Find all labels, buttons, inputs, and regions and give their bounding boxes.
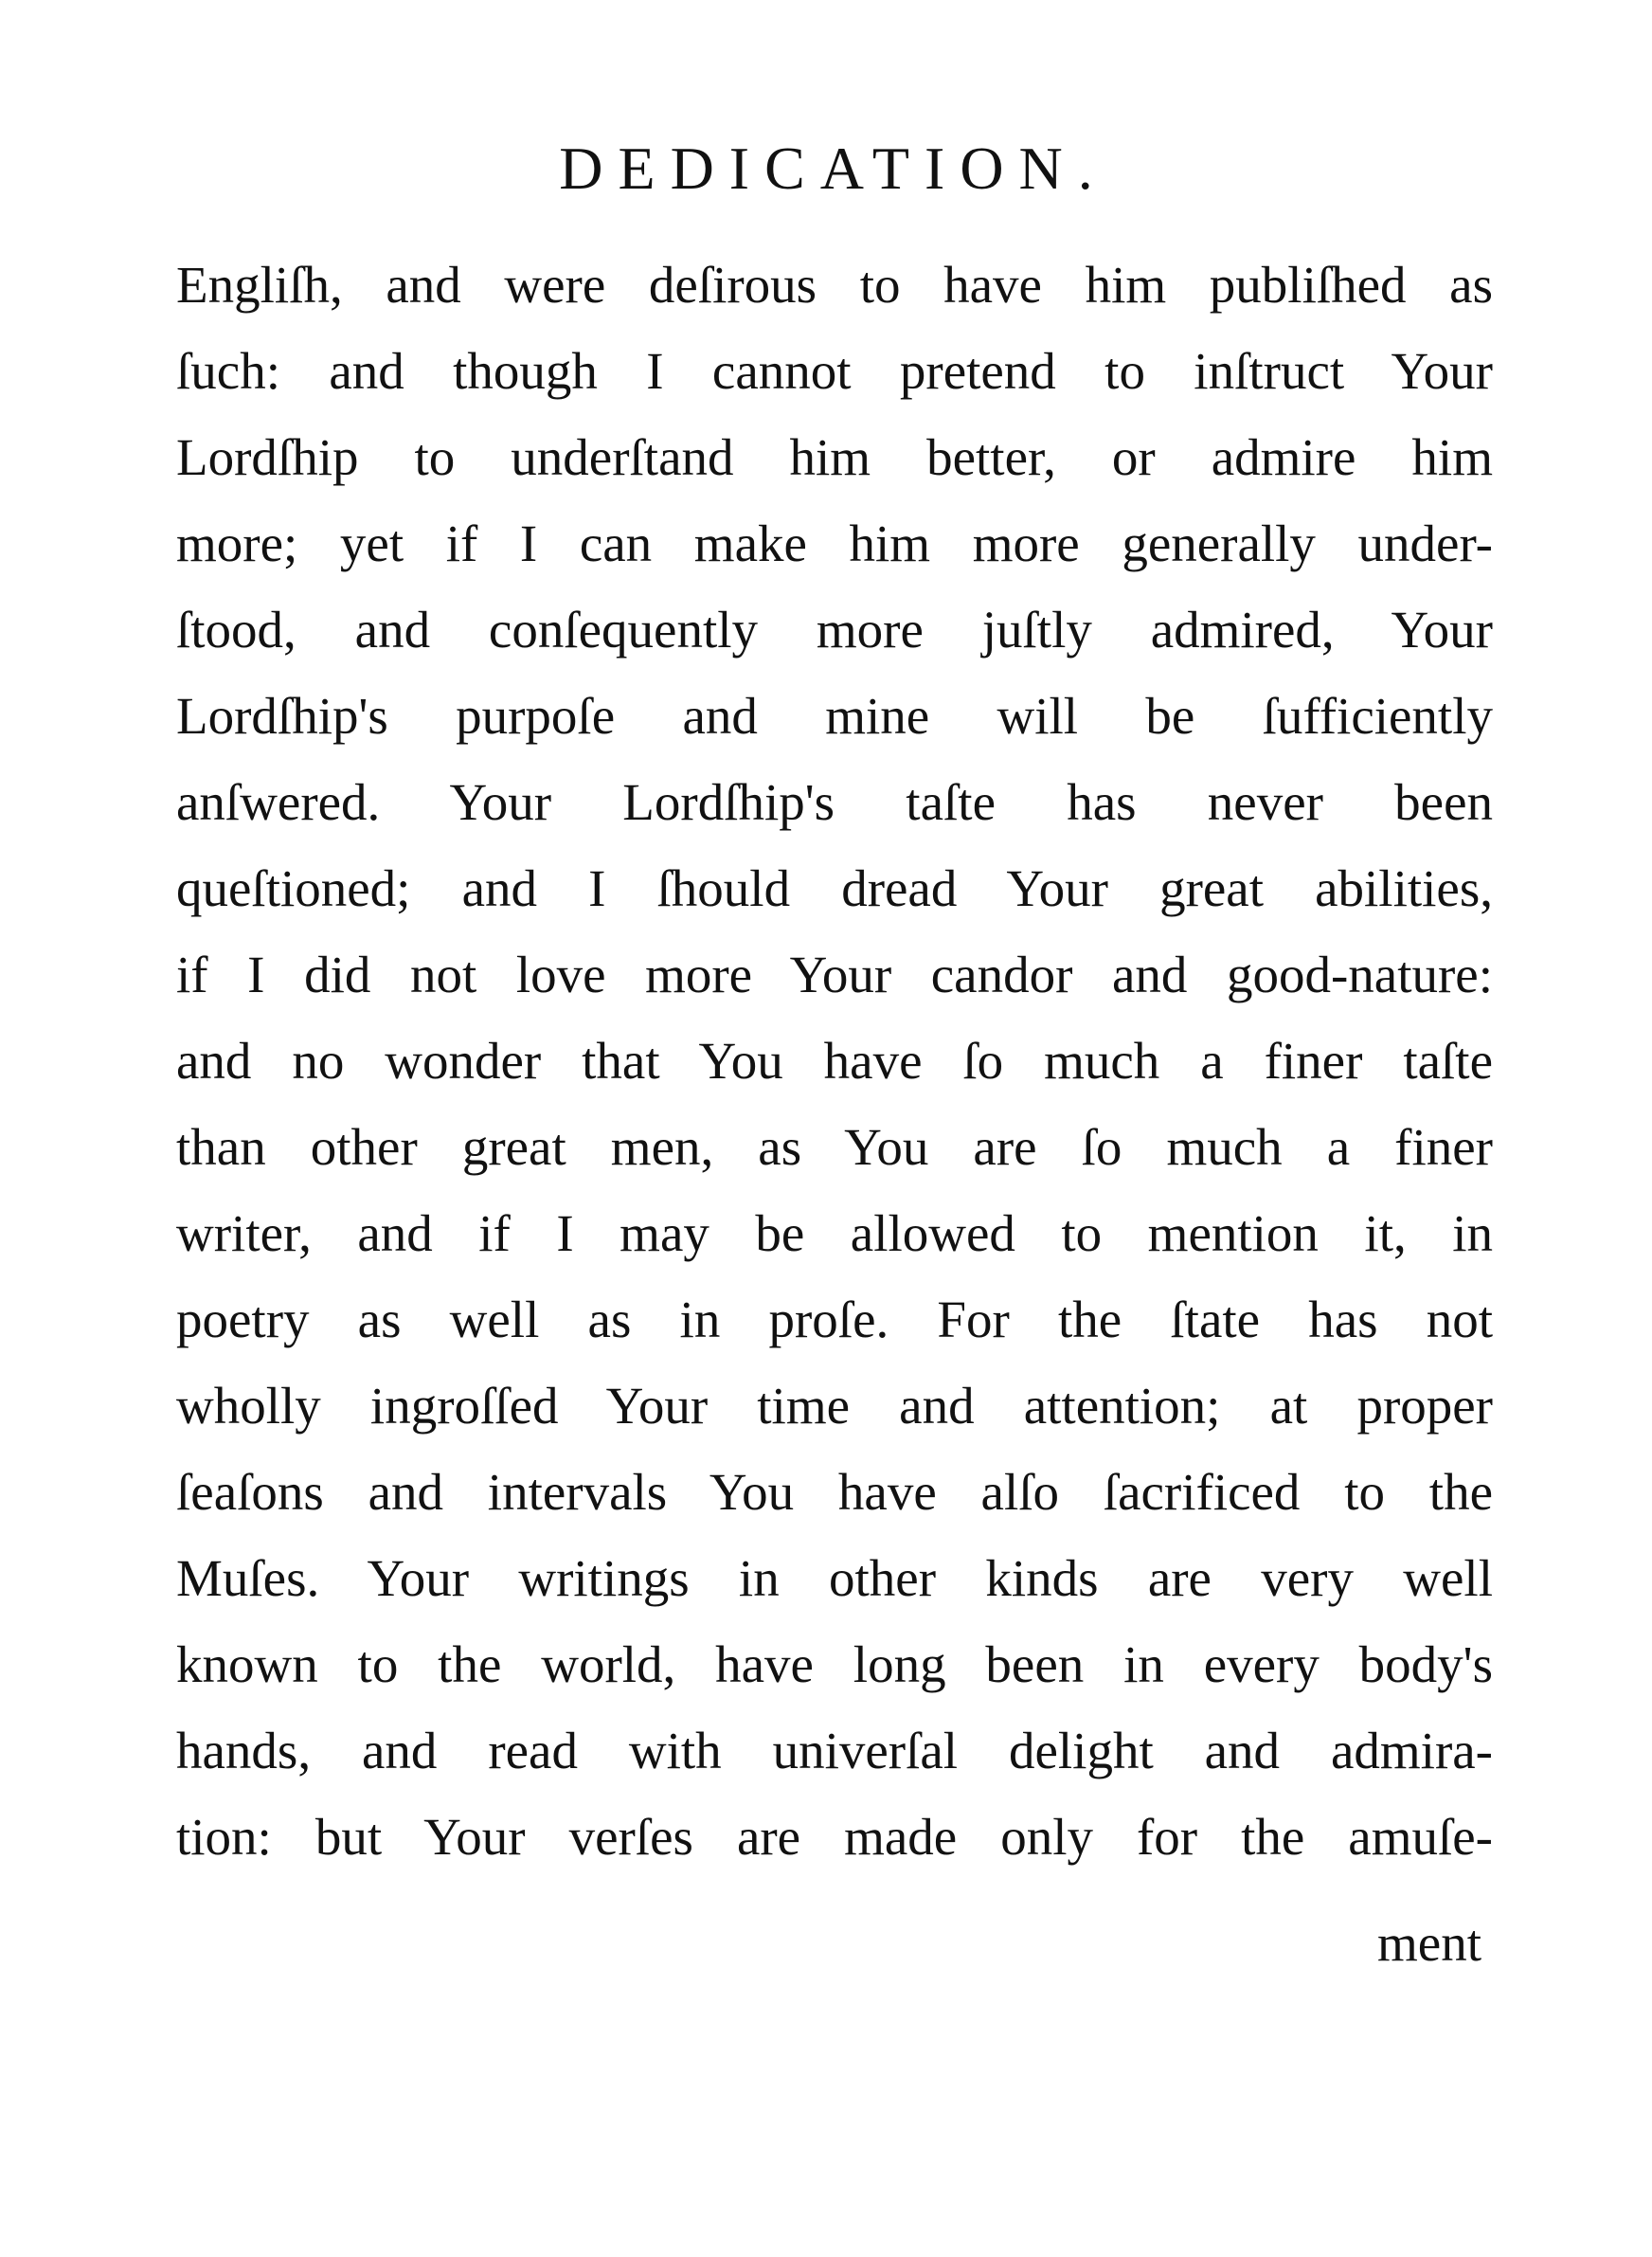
text-line: Engliſh, and were deſirous to have him publiſhed as (176, 256, 1493, 314)
running-head: DEDICATION. (559, 135, 1108, 202)
text-line: Lordſhip to underſtand him better, or admire him (176, 428, 1493, 486)
text-line: ſuch: and though I cannot pretend to inſtruct Your (176, 342, 1493, 400)
text-line: wholly ingroſſed Your time and attention; at proper (176, 1377, 1493, 1435)
text-line: writer, and if I may be allowed to mention it, in (176, 1204, 1493, 1262)
text-line: poetry as well as in proſe. For the ſtate has not (176, 1291, 1493, 1348)
text-line: more; yet if I can make him more generally under- (176, 515, 1493, 572)
text-line: and no wonder that You have ſo much a finer taſte (176, 1032, 1493, 1090)
text-line: ſtood, and conſequently more juſtly admired, Your (176, 601, 1493, 659)
text-line: Muſes. Your writings in other kinds are very well (176, 1549, 1493, 1607)
text-line: tion: but Your verſes are made only for the amuſe- (176, 1808, 1493, 1866)
body-text (176, 242, 1493, 1880)
text-line: ſeaſons and intervals You have alſo ſacrificed to the (176, 1463, 1493, 1521)
text-line: if I did not love more Your candor and good-nature: (176, 946, 1493, 1003)
text-line: than other great men, as You are ſo much a finer (176, 1118, 1493, 1176)
text-line: queſtioned; and I ſhould dread Your great abilities, (176, 859, 1493, 917)
text-line: hands, and read with univerſal delight and admira- (176, 1722, 1493, 1779)
catchword: ment (1377, 1914, 1481, 1972)
text-line: Lordſhip's purpoſe and mine will be ſufficiently (176, 687, 1493, 745)
text-line: known to the world, have long been in every body's (176, 1635, 1493, 1693)
text-line: anſwered. Your Lordſhip's taſte has never been (176, 773, 1493, 831)
